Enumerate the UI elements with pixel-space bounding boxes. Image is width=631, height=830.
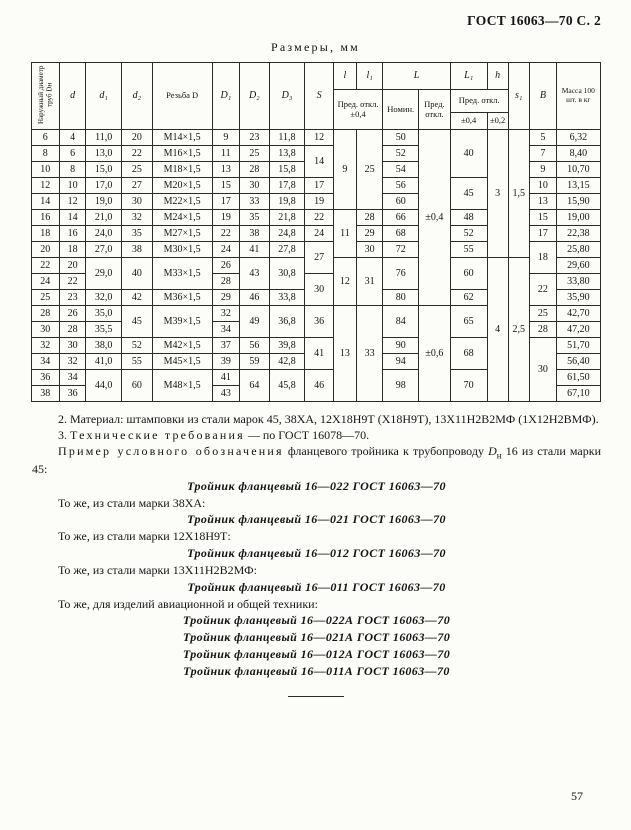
- table-cell: 21,8: [269, 210, 305, 226]
- table-cell: М33×1,5: [152, 258, 212, 290]
- table-cell: 34: [212, 322, 239, 338]
- example-intro: [32, 444, 601, 478]
- table-cell: 4: [59, 130, 85, 146]
- table-cell: 21,0: [86, 210, 122, 226]
- table-cell: 48: [450, 210, 487, 226]
- table-cell: 35: [122, 226, 153, 242]
- table-cell: 10: [31, 162, 59, 178]
- table-cell: 13: [212, 162, 239, 178]
- table-cell: 28: [59, 322, 85, 338]
- subheader-L1-h-tolerance: Пред. откл.: [450, 90, 508, 113]
- table-cell: М48×1,5: [152, 370, 212, 402]
- col-header-thread: Резьба D: [152, 63, 212, 130]
- table-cell: 28: [356, 210, 382, 226]
- table-cell: 30: [59, 338, 85, 354]
- col-header-D2: D₂: [240, 63, 270, 130]
- col-header-mass: Масса 100 шт. в кг: [557, 63, 600, 130]
- col-header-outer-diameter: [31, 63, 59, 130]
- table-cell: 52: [122, 338, 153, 354]
- note-same-12x18n9t: То же, из стали марки 12Х18Н9Т:: [58, 529, 231, 544]
- table-cell: 43: [212, 386, 239, 402]
- table-cell: 24,8: [269, 226, 305, 242]
- table-cell: 42: [122, 290, 153, 306]
- table-cell: ±0,6: [419, 306, 451, 402]
- designation-16-011: Тройник фланцевый 16—011 ГОСТ 16063—70: [187, 579, 446, 594]
- table-cell: 62: [450, 290, 487, 306]
- table-cell: 68: [383, 226, 419, 242]
- table-cell: 17: [529, 226, 556, 242]
- table-cell: 70: [450, 370, 487, 402]
- table-cell: 30: [529, 338, 556, 402]
- table-cell: 90: [383, 338, 419, 354]
- table-cell: 33: [240, 194, 270, 210]
- table-cell: 52: [383, 146, 419, 162]
- table-cell: 32,0: [86, 290, 122, 306]
- col-header-S: S: [305, 63, 333, 130]
- table-cell: 30: [122, 194, 153, 210]
- table-cell: 55: [450, 242, 487, 258]
- table-cell: 29,60: [557, 258, 600, 274]
- section-divider: [288, 696, 344, 697]
- table-cell: 22: [305, 210, 333, 226]
- col-header-h: h: [487, 63, 508, 90]
- table-cell: 24: [305, 226, 333, 242]
- table-cell: 10: [59, 178, 85, 194]
- table-cell: 36: [31, 370, 59, 386]
- note-material-text: 2. Материал: штамповки из стали марок 45, 38ХА, 12Х18Н9Т (Х18Н9Т), 13Х11Н2В2МФ (1Х12Н2ВМФ).: [58, 412, 599, 426]
- col-header-s1: s₁: [508, 63, 529, 130]
- col-header-l1: l₁: [356, 63, 382, 90]
- table-cell: 15: [212, 178, 239, 194]
- table-cell: 28: [240, 162, 270, 178]
- table-cell: 27,0: [86, 242, 122, 258]
- table-cell: 33,80: [557, 274, 600, 290]
- table-cell: 18: [31, 226, 59, 242]
- table-cell: 12: [59, 194, 85, 210]
- table-cell: 29,0: [86, 258, 122, 290]
- table-cell: 11,0: [86, 130, 122, 146]
- table-cell: 6,32: [557, 130, 600, 146]
- dimensions-table: [31, 62, 601, 402]
- table-cell: 27: [305, 242, 333, 274]
- table-cell: 56: [383, 178, 419, 194]
- subheader-L-nominal: Номин.: [383, 90, 419, 130]
- table-cell: 13: [529, 194, 556, 210]
- table-cell: 64: [240, 370, 270, 402]
- table-cell: 27,8: [269, 242, 305, 258]
- table-cell: 19,0: [86, 194, 122, 210]
- table-cell: М30×1,5: [152, 242, 212, 258]
- table-cell: 45: [122, 306, 153, 338]
- table-cell: М22×1,5: [152, 194, 212, 210]
- table-cell: 3: [487, 130, 508, 258]
- table-cell: 13,8: [269, 146, 305, 162]
- table-cell: 42,70: [557, 306, 600, 322]
- designation-16-012: Тройник фланцевый 16—012 ГОСТ 16063—70: [187, 546, 446, 561]
- table-cell: 15,8: [269, 162, 305, 178]
- table-cell: 40: [122, 258, 153, 290]
- example-d-subscript: н: [496, 450, 502, 461]
- table-cell: 23: [59, 290, 85, 306]
- table-cell: 32: [31, 338, 59, 354]
- col-header-L1: L₁: [450, 63, 487, 90]
- table-cell: 47,20: [557, 322, 600, 338]
- table-cell: 13,0: [86, 146, 122, 162]
- table-cell: 67,10: [557, 386, 600, 402]
- table-cell: 17,8: [269, 178, 305, 194]
- table-cell: 18: [529, 242, 556, 274]
- table-cell: 49: [240, 306, 270, 338]
- table-cell: 41,0: [86, 354, 122, 370]
- table-cell: 15: [529, 210, 556, 226]
- table-cell: 80: [383, 290, 419, 306]
- table-cell: 38: [122, 242, 153, 258]
- table-cell: 56: [240, 338, 270, 354]
- table-cell: 14: [59, 210, 85, 226]
- table-cell: 5: [529, 130, 556, 146]
- table-cell: 31: [356, 258, 382, 306]
- example-intro-mid: фланцевого тройника к трубопроводу: [283, 443, 489, 458]
- table-cell: 25: [122, 162, 153, 178]
- table-cell: 15,90: [557, 194, 600, 210]
- table-cell: 41: [240, 242, 270, 258]
- table-cell: 37: [212, 338, 239, 354]
- table-cell: 25: [240, 146, 270, 162]
- table-cell: 39: [212, 354, 239, 370]
- note-tech-req-spaced: Технические требования: [70, 427, 245, 442]
- table-cell: 16: [59, 226, 85, 242]
- table-cell: М36×1,5: [152, 290, 212, 306]
- table-cell: 11,8: [269, 130, 305, 146]
- table-cell: 35,0: [86, 306, 122, 322]
- table-cell: 52: [450, 226, 487, 242]
- table-cell: 13: [333, 306, 356, 402]
- table-cell: 55: [122, 354, 153, 370]
- note-number: 3.: [58, 427, 70, 442]
- subheader-L1-tolerance-value: ±0,4: [450, 113, 487, 130]
- table-cell: 39,8: [269, 338, 305, 354]
- table-cell: 35,5: [86, 322, 122, 338]
- table-cell: 8: [31, 146, 59, 162]
- table-cell: 16: [31, 210, 59, 226]
- table-cell: 11: [212, 146, 239, 162]
- table-cell: ±0,4: [419, 130, 451, 306]
- table-cell: 8: [59, 162, 85, 178]
- col-header-D1: D₁: [212, 63, 239, 130]
- table-cell: 30: [240, 178, 270, 194]
- table-cell: М27×1,5: [152, 226, 212, 242]
- table-cell: 76: [383, 258, 419, 290]
- table-title: Размеры, мм: [271, 40, 360, 54]
- table-cell: 25: [529, 306, 556, 322]
- table-cell: 20: [31, 242, 59, 258]
- dimensions-table-body: [31, 130, 600, 402]
- table-cell: М45×1,5: [152, 354, 212, 370]
- table-row: [31, 130, 600, 146]
- example-d-symbol: D: [488, 443, 497, 458]
- table-cell: 32: [59, 354, 85, 370]
- note-same-aviation: То же, для изделий авиационной и общей техники:: [58, 596, 318, 611]
- table-cell: 22: [212, 226, 239, 242]
- designation-16-022a: Тройник фланцевый 16—022А ГОСТ 16063—70: [182, 613, 451, 628]
- table-cell: 65: [450, 306, 487, 338]
- table-cell: 33: [356, 306, 382, 402]
- header-row-1: [31, 63, 600, 90]
- table-cell: 30: [356, 242, 382, 258]
- table-cell: 18: [59, 242, 85, 258]
- table-cell: 60: [122, 370, 153, 402]
- table-cell: М16×1,5: [152, 146, 212, 162]
- table-cell: 94: [383, 354, 419, 370]
- designation-16-011a: Тройник фланцевый 16—011А ГОСТ 16063—70: [183, 663, 450, 678]
- subheader-h-tolerance-value: ±0,2: [487, 113, 508, 130]
- table-cell: 19,8: [269, 194, 305, 210]
- table-cell: 68: [450, 338, 487, 370]
- outer-diameter-label: Наружный диаметр труб Dн: [36, 65, 54, 124]
- designation-16-021a: Тройник фланцевый 16—021А ГОСТ 16063—70: [182, 630, 451, 645]
- table-cell: 54: [383, 162, 419, 178]
- table-cell: 66: [383, 210, 419, 226]
- note-tech-req-rest: — по ГОСТ 16078—70.: [244, 427, 370, 442]
- table-cell: 14: [31, 194, 59, 210]
- table-cell: 12: [31, 178, 59, 194]
- table-cell: 22: [529, 274, 556, 306]
- col-header-d1: d₁: [86, 63, 122, 130]
- table-cell: 19: [305, 194, 333, 210]
- table-cell: 40: [450, 130, 487, 178]
- page-number: 57: [571, 789, 583, 803]
- table-cell: 2,5: [508, 258, 529, 402]
- table-cell: 46: [240, 290, 270, 306]
- table-cell: М42×1,5: [152, 338, 212, 354]
- table-cell: 26: [59, 306, 85, 322]
- table-cell: 6: [31, 130, 59, 146]
- table-cell: 28: [529, 322, 556, 338]
- table-cell: 38: [240, 226, 270, 242]
- table-cell: 28: [212, 274, 239, 290]
- designation-16-022: Тройник фланцевый 16—022 ГОСТ 16063—70: [187, 478, 446, 493]
- example-intro-tail: 16 из стали марки 45:: [32, 443, 602, 476]
- notes-section: [32, 412, 601, 680]
- table-cell: 61,50: [557, 370, 600, 386]
- table-cell: 35,90: [557, 290, 600, 306]
- table-cell: 34: [31, 354, 59, 370]
- table-cell: 24,0: [86, 226, 122, 242]
- col-header-d2: d₂: [122, 63, 153, 130]
- table-cell: 30: [31, 322, 59, 338]
- table-cell: 19: [212, 210, 239, 226]
- table-cell: 29: [356, 226, 382, 242]
- note-material: [32, 412, 601, 428]
- table-header: [31, 63, 600, 130]
- table-cell: 13,15: [557, 178, 600, 194]
- table-cell: 56,40: [557, 354, 600, 370]
- table-cell: 30,8: [269, 258, 305, 290]
- table-cell: 6: [59, 146, 85, 162]
- table-cell: 10: [529, 178, 556, 194]
- table-cell: М39×1,5: [152, 306, 212, 338]
- table-cell: 20: [59, 258, 85, 274]
- table-cell: М20×1,5: [152, 178, 212, 194]
- table-cell: 25: [356, 130, 382, 210]
- table-cell: 22: [122, 146, 153, 162]
- table-cell: 44,0: [86, 370, 122, 402]
- col-header-B: B: [529, 63, 556, 130]
- example-intro-spaced: Пример условного обозначения: [58, 443, 284, 458]
- col-header-d: d: [59, 63, 85, 130]
- table-cell: 46: [305, 370, 333, 402]
- table-cell: М24×1,5: [152, 210, 212, 226]
- table-cell: 98: [383, 370, 419, 402]
- table-cell: 19,00: [557, 210, 600, 226]
- gost-reference: ГОСТ 16063—70 С. 2: [467, 13, 601, 28]
- table-cell: 34: [59, 370, 85, 386]
- table-cell: 32: [122, 210, 153, 226]
- table-cell: 41: [305, 338, 333, 370]
- table-cell: 10,70: [557, 162, 600, 178]
- table-cell: 29: [212, 290, 239, 306]
- table-cell: 36: [59, 386, 85, 402]
- note-same-13x11n2v2mf: То же, из стали марки 13Х11Н2В2МФ:: [58, 562, 257, 577]
- table-cell: 22: [59, 274, 85, 290]
- table-cell: 42,8: [269, 354, 305, 370]
- table-cell: 33,8: [269, 290, 305, 306]
- table-cell: 14: [305, 146, 333, 178]
- table-cell: 9: [333, 130, 356, 210]
- col-header-l: l: [333, 63, 356, 90]
- table-cell: 1,5: [508, 130, 529, 258]
- table-cell: 45: [450, 178, 487, 210]
- table-cell: 36: [305, 306, 333, 338]
- table-cell: 8,40: [557, 146, 600, 162]
- table-cell: 38: [31, 386, 59, 402]
- table-cell: 27: [122, 178, 153, 194]
- table-cell: 11: [333, 210, 356, 258]
- designation-16-012a: Тройник фланцевый 16—012А ГОСТ 16063—70: [182, 647, 451, 662]
- designation-16-021: Тройник фланцевый 16—021 ГОСТ 16063—70: [187, 512, 446, 527]
- table-cell: 15,0: [86, 162, 122, 178]
- table-cell: 28: [31, 306, 59, 322]
- table-cell: 60: [450, 258, 487, 290]
- table-cell: 4: [487, 258, 508, 402]
- table-cell: 22,38: [557, 226, 600, 242]
- table-cell: 23: [240, 130, 270, 146]
- table-cell: 35: [240, 210, 270, 226]
- table-cell: 51,70: [557, 338, 600, 354]
- table-cell: 25: [31, 290, 59, 306]
- table-cell: 59: [240, 354, 270, 370]
- table-cell: 22: [31, 258, 59, 274]
- table-cell: 9: [212, 130, 239, 146]
- table-cell: 38,0: [86, 338, 122, 354]
- table-cell: 12: [333, 258, 356, 306]
- table-cell: 84: [383, 306, 419, 338]
- table-cell: 41: [212, 370, 239, 386]
- table-cell: 43: [240, 258, 270, 290]
- col-header-D3: D₃: [269, 63, 305, 130]
- table-cell: 32: [212, 306, 239, 322]
- table-cell: 72: [383, 242, 419, 258]
- table-cell: 30: [305, 274, 333, 306]
- table-cell: М14×1,5: [152, 130, 212, 146]
- col-header-L: L: [383, 63, 450, 90]
- note-technical-requirements: [32, 428, 601, 444]
- table-cell: 24: [212, 242, 239, 258]
- table-cell: М18×1,5: [152, 162, 212, 178]
- note-same-38xa: То же, из стали марки 38ХА:: [58, 495, 206, 510]
- table-cell: 60: [383, 194, 419, 210]
- table-cell: 45,8: [269, 370, 305, 402]
- subheader-L-tolerance: Пред. откл.: [419, 90, 451, 130]
- subheader-l-tolerance: Пред. откл. ±0,4: [333, 90, 383, 130]
- table-cell: 50: [383, 130, 419, 146]
- table-cell: 17,0: [86, 178, 122, 194]
- table-cell: 36,8: [269, 306, 305, 338]
- table-cell: 7: [529, 146, 556, 162]
- table-cell: 26: [212, 258, 239, 274]
- table-cell: 20: [122, 130, 153, 146]
- table-cell: 9: [529, 162, 556, 178]
- table-cell: 12: [305, 130, 333, 146]
- table-cell: 25,80: [557, 242, 600, 258]
- table-cell: 17: [305, 178, 333, 194]
- table-cell: 17: [212, 194, 239, 210]
- table-cell: 24: [31, 274, 59, 290]
